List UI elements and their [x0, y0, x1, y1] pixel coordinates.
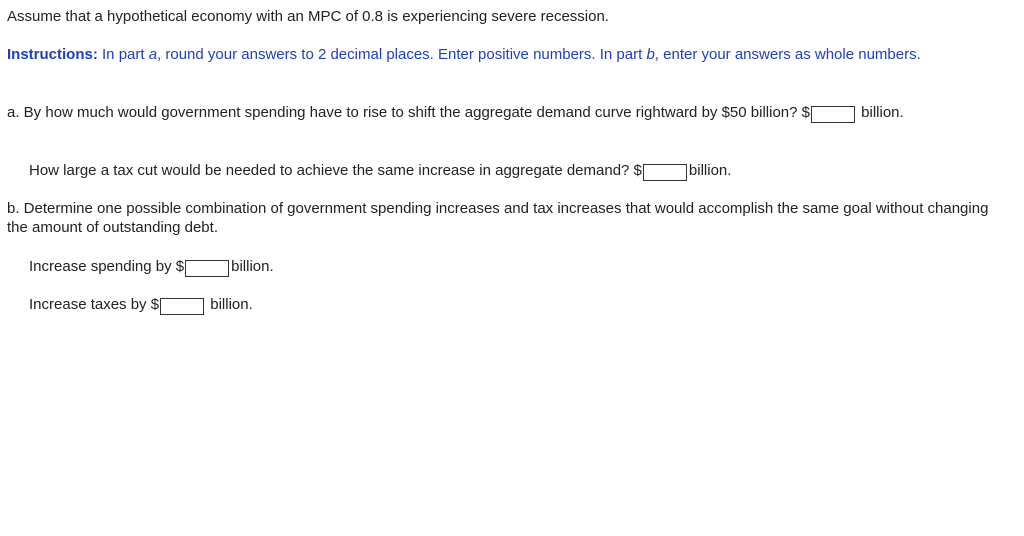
part-b-taxes-row: [29, 295, 253, 315]
part-b-taxes-unit: billion.: [210, 296, 253, 313]
part-a-tax-question: [29, 161, 731, 181]
part-b-spending-label: Increase spending by $: [29, 258, 185, 275]
spending-rise-input[interactable]: [811, 106, 855, 123]
part-a-tax-unit: billion.: [688, 162, 732, 179]
instructions-text-2: , round your answers to 2 decimal places. Enter positive numbers. In part: [157, 46, 647, 63]
instructions: [7, 45, 997, 64]
part-b-spending-unit: billion.: [231, 258, 274, 275]
question-intro: Assume that a hypothetical economy with an MPC of 0.8 is experiencing severe recession.: [7, 8, 609, 25]
part-a-question: [7, 103, 1007, 123]
instructions-text-3: , enter your answers as whole numbers.: [654, 46, 921, 63]
part-b-taxes-label: Increase taxes by $: [29, 296, 160, 313]
instructions-text-1: In part: [97, 46, 149, 63]
tax-cut-input[interactable]: [643, 164, 687, 181]
part-a-question-unit: billion.: [861, 104, 904, 121]
instructions-part-b: b: [646, 46, 655, 63]
increase-taxes-input[interactable]: [160, 298, 204, 315]
increase-spending-input[interactable]: [185, 260, 229, 277]
instructions-part-a: a: [148, 46, 158, 63]
part-b-question: b. Determine one possible combination of government spending increases and tax increases that would accomplish the same goal without changing the amount of outstanding debt.: [7, 200, 989, 236]
part-b-spending-row: [29, 257, 274, 277]
part-a-question-text: a. By how much would government spending have to rise to shift the aggregate demand curve rightward by $50 billion? $: [7, 104, 810, 121]
part-a-tax-question-text: How large a tax cut would be needed to achieve the same increase in aggregate demand? $: [29, 162, 642, 179]
instructions-lead: Instructions:: [7, 46, 98, 63]
